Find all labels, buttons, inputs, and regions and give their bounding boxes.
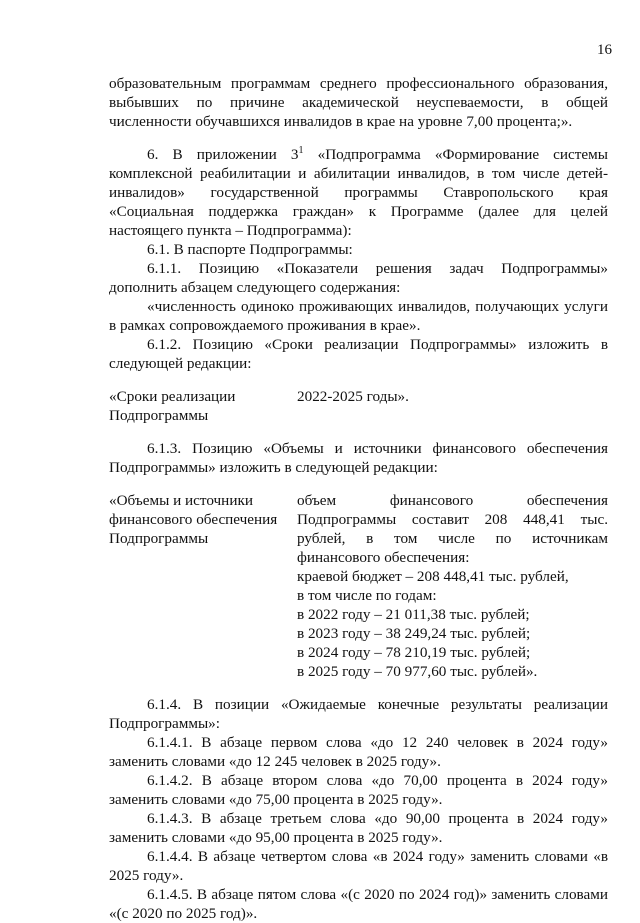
terms-value: 2022-2025 годы».	[297, 388, 409, 405]
funding-line: в 2024 году – 78 210,19 тыс. рублей;	[297, 644, 531, 661]
paragraph-item-6-1-3: 6.1.3. Позицию «Объемы и источники финансового обеспечения Подпрограммы» изложить в следующей редакции:	[109, 440, 608, 476]
paragraph-item-6-1-4-3: 6.1.4.3. В абзаце третьем слова «до 90,00 процента в 2024 году» заменить словами «до 95,00 процента в 2025 году».	[109, 810, 608, 846]
terms-label	[109, 387, 297, 425]
page-number: 16	[597, 42, 612, 58]
terms-label-line: «Сроки реализации	[109, 388, 236, 405]
funding-line: в 2022 году – 21 011,38 тыс. рублей;	[297, 606, 530, 623]
item-6-rest: «Подпрограмма «Формирование системы комплексной реабилитации и абилитации инвалидов, в том числе детей-инвалидов» государственной программы Ставропольского края «Социальная поддержка граждан» к Программе (далее для целей настоящего пункта – Подпрограмма):	[109, 146, 608, 239]
paragraph-item-6-1-4-4: 6.1.4.4. В абзаце четвертом слова «в 2024 году» заменить словами «в 2025 году».	[109, 848, 608, 884]
funding-label-line: финансового обеспечения	[109, 511, 278, 528]
paragraph-item-6-1: 6.1. В паспорте Подпрограммы:	[147, 241, 353, 258]
funding-label-line: «Объемы и источники	[109, 492, 253, 509]
funding-value-head: объем финансового обеспечения Подпрограммы составит 208 448,41 тыс. рублей, в том числе по источникам финансового обеспечения:	[297, 492, 608, 566]
funding-label	[109, 491, 297, 681]
superscript: 1	[298, 145, 304, 156]
paragraph-intro: образовательным программам среднего профессионального образования, выбывших по причине академической неуспеваемости, в общей численности обучавшихся инвалидов в крае на уровне 7,00 процента;».	[109, 75, 608, 130]
paragraph-item-6-1-4-2: 6.1.4.2. В абзаце втором слова «до 70,00 процента в 2024 году» заменить словами «до 75,00 процента в 2025 году».	[109, 772, 608, 808]
table-row-funding	[109, 491, 608, 681]
paragraph-item-6-1-4-5: 6.1.4.5. В абзаце пятом слова «(с 2020 по 2024 год)» заменить словами «(с 2020 по 2025 год)».	[109, 886, 608, 922]
funding-line: в 2023 году – 38 249,24 тыс. рублей;	[297, 625, 531, 642]
funding-line: краевой бюджет – 208 448,41 тыс. рублей,	[297, 568, 569, 585]
funding-value	[297, 491, 608, 681]
table-row-terms	[109, 387, 608, 425]
funding-line: в 2025 году – 70 977,60 тыс. рублей».	[297, 663, 538, 680]
terms-label-line: Подпрограммы	[109, 407, 209, 424]
paragraph-item-6-1-4-1: 6.1.4.1. В абзаце первом слова «до 12 240 человек в 2024 году» заменить словами «до 12 245 человек в 2025 году».	[109, 734, 608, 770]
document-body	[109, 74, 608, 923]
funding-line: в том числе по годам:	[297, 587, 437, 604]
paragraph-item-6-1-2: 6.1.2. Позицию «Сроки реализации Подпрограммы» изложить в следующей редакции:	[109, 336, 608, 372]
paragraph-item-6	[109, 145, 608, 240]
paragraph-quote-indicator: «численность одиноко проживающих инвалидов, получающих услуги в рамках сопровождаемого проживания в крае».	[109, 298, 608, 334]
funding-label-line: Подпрограммы	[109, 530, 209, 547]
item-6-start: 6. В приложении 3	[147, 146, 299, 163]
paragraph-item-6-1-4: 6.1.4. В позиции «Ожидаемые конечные результаты реализации Подпрограммы»:	[109, 696, 608, 732]
paragraph-item-6-1-1: 6.1.1. Позицию «Показатели решения задач Подпрограммы» дополнить абзацем следующего содержания:	[109, 260, 608, 296]
